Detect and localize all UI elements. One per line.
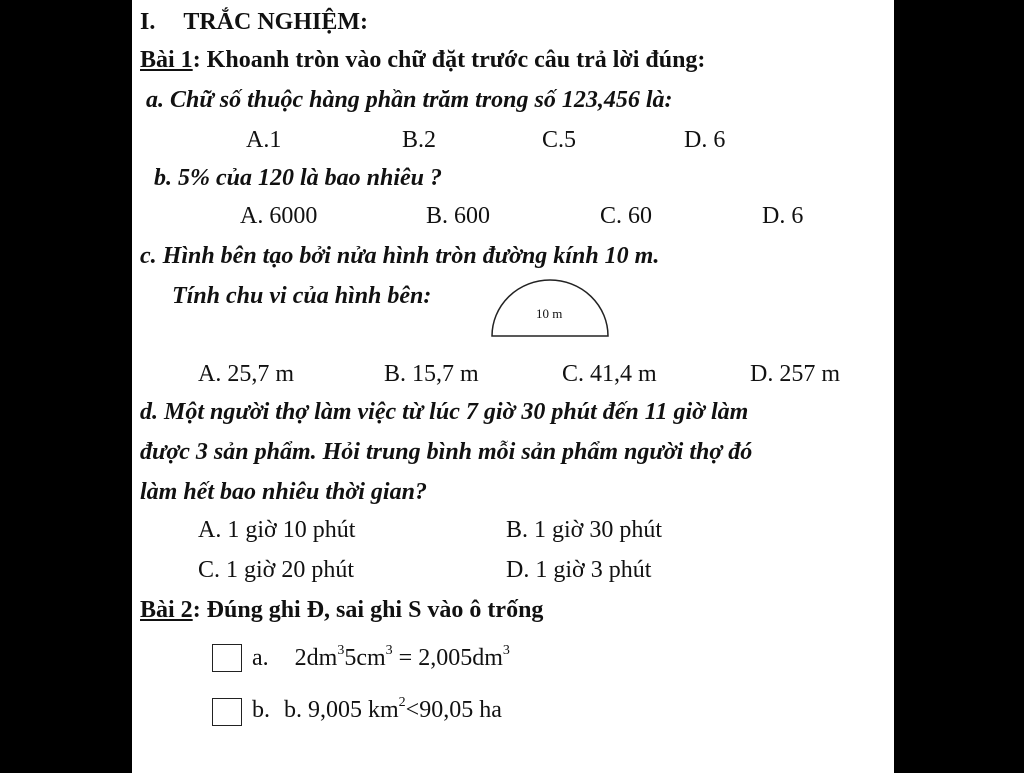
bai2-item-a-letter: a. (252, 645, 269, 671)
section-number: I. (140, 9, 156, 35)
question-d-line3: làm hết bao nhiêu thời gian? (140, 479, 427, 505)
option-c-C[interactable]: C. 41,4 m (562, 361, 657, 387)
question-b: b. 5% của 120 là bao nhiêu ? (154, 165, 443, 191)
bai1-label: Bài 1 (140, 47, 193, 73)
option-d-A[interactable]: A. 1 giờ 10 phút (198, 517, 356, 543)
bai2-item-a-expr: $2dm^35cm^3 = 2,005dm^3$ (294, 643, 510, 671)
option-d-C[interactable]: C. 1 giờ 20 phút (198, 557, 355, 583)
worksheet-page (132, 0, 894, 773)
question-c: c. Hình bên tạo bởi nửa hình tròn đường kính 10 m. (140, 243, 660, 269)
bai2-heading (140, 596, 543, 624)
option-b-A[interactable]: A. 6000 (240, 203, 318, 229)
option-c-D[interactable]: D. 257 m (750, 361, 840, 387)
option-b-D[interactable]: D. 6 (762, 203, 804, 229)
question-a: a. Chữ số thuộc hàng phần trăm trong số 123,456 là: (146, 87, 673, 113)
bai1-heading (140, 46, 705, 74)
answer-box-a[interactable] (212, 644, 242, 672)
option-c-B[interactable]: B. 15,7 m (384, 361, 479, 387)
bai2-instruction: : Đúng ghi Đ, sai ghi S vào ô trống (192, 597, 544, 623)
option-a-C[interactable]: C.5 (542, 127, 577, 153)
option-a-B[interactable]: B.2 (402, 127, 437, 153)
bai2-label: Bài 2 (140, 597, 193, 623)
bai2-item-a (252, 644, 510, 672)
option-a-D[interactable]: D. 6 (684, 127, 726, 153)
section-heading (140, 8, 368, 36)
option-b-B[interactable]: B. 600 (426, 203, 491, 229)
question-d-line2: được 3 sản phẩm. Hỏi trung bình mỗi sản phẩm người thợ đó (140, 439, 753, 465)
option-a-A[interactable]: A.1 (246, 127, 282, 153)
option-d-D[interactable]: D. 1 giờ 3 phút (506, 557, 652, 583)
section-title: TRẮC NGHIỆM: (183, 9, 369, 35)
answer-box-b[interactable] (212, 698, 242, 726)
option-c-A[interactable]: A. 25,7 m (198, 361, 294, 387)
bai1-instruction: : Khoanh tròn vào chữ đặt trước câu trả lời đúng: (192, 47, 706, 73)
bai2-item-b-expr: b. 9,005 $km^2<90,05$ ha (284, 695, 502, 723)
question-c-sub: Tính chu vi của hình bên: (172, 283, 432, 309)
figure-diameter-label: 10 m (536, 306, 563, 321)
bai2-item-b-letter: b. (252, 697, 270, 723)
option-d-B[interactable]: B. 1 giờ 30 phút (506, 517, 663, 543)
question-d-line1: d. Một người thợ làm việc từ lúc 7 giờ 30 phút đến 11 giờ làm (140, 399, 749, 425)
bai2-item-b (252, 696, 502, 724)
option-b-C[interactable]: C. 60 (600, 203, 653, 229)
